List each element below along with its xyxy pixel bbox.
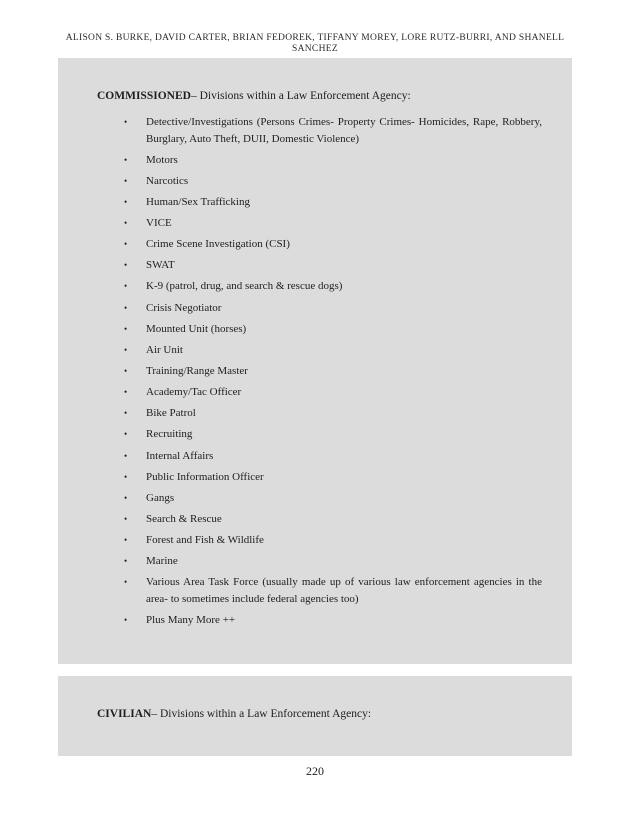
bullet-icon: • (124, 514, 128, 525)
bullet-icon: • (124, 117, 128, 127)
bullet-icon: • (124, 408, 128, 419)
list-item: • Mounted Unit (horses) (124, 321, 542, 338)
list-item: • SWAT (124, 257, 542, 274)
bullet-icon: • (124, 323, 128, 334)
bullet-icon: • (124, 218, 128, 229)
civilian-heading-lead: CIVILIAN (97, 708, 152, 720)
commissioned-divisions-list (124, 114, 542, 633)
list-item: • Various Area Task Force (usually made up of various law enforcement agencies in the area- to sometimes include federal agencies too) (124, 576, 542, 605)
bullet-icon: • (124, 302, 128, 313)
list-item: • Gangs (124, 490, 542, 507)
bullet-icon: • (124, 196, 128, 207)
bullet-icon: • (124, 281, 128, 292)
list-item: • Crisis Negotiator (124, 300, 542, 317)
bullet-icon: • (124, 535, 128, 546)
civilian-heading-rest: – Divisions within a Law Enforcement Agency: (151, 708, 372, 720)
civilian-divisions-box (58, 676, 572, 756)
list-item: • Search & Rescue (124, 511, 542, 528)
bullet-icon: • (124, 154, 128, 165)
list-item: • Academy/Tac Officer (124, 384, 542, 401)
bullet-icon: • (124, 471, 128, 482)
list-item: • Forest and Fish & Wildlife (124, 532, 542, 549)
bullet-icon: • (124, 450, 128, 461)
list-item: • Narcotics (124, 173, 542, 190)
commissioned-heading-lead: COMMISSIONED (97, 90, 191, 102)
list-item: • Crime Scene Investigation (CSI) (124, 236, 542, 253)
list-item: • Internal Affairs (124, 448, 542, 465)
list-item: • Plus Many More ++ (124, 612, 542, 629)
list-item: • Marine (124, 553, 542, 570)
list-item: • Bike Patrol (124, 405, 542, 422)
bullet-icon: • (124, 260, 128, 271)
bullet-icon: • (124, 344, 128, 355)
list-item: • K-9 (patrol, drug, and search & rescue dogs) (124, 278, 542, 295)
bullet-icon: • (124, 429, 128, 440)
list-item: • Public Information Officer (124, 469, 542, 486)
civilian-heading (97, 707, 371, 721)
running-header-authors: ALISON S. BURKE, DAVID CARTER, BRIAN FEDOREK, TIFFANY MOREY, LORE RUTZ-BURRI, AND SHANELL SANCHEZ (65, 33, 565, 54)
bullet-icon: • (124, 577, 128, 588)
bullet-icon: • (124, 239, 128, 250)
bullet-icon: • (124, 366, 128, 377)
bullet-icon: • (124, 492, 128, 503)
page-number: 220 (306, 764, 324, 778)
commissioned-divisions-box (58, 58, 572, 664)
bullet-icon: • (124, 556, 128, 567)
bullet-icon: • (124, 175, 128, 186)
commissioned-heading (97, 89, 411, 103)
list-item: • Motors (124, 152, 542, 169)
list-item: • Human/Sex Trafficking (124, 194, 542, 211)
list-item: • Recruiting (124, 426, 542, 443)
list-item: • Air Unit (124, 342, 542, 359)
commissioned-heading-rest: – Divisions within a Law Enforcement Agency: (190, 90, 411, 102)
list-item: • VICE (124, 215, 542, 232)
list-item: • Training/Range Master (124, 363, 542, 380)
bullet-icon: • (124, 615, 128, 626)
bullet-icon: • (124, 387, 128, 398)
list-item: • Detective/Investigations (Persons Crimes- Property Crimes- Homicides, Rape, Robbery, Burglary, Auto Theft, DUII, Domestic Violence) (124, 116, 542, 145)
